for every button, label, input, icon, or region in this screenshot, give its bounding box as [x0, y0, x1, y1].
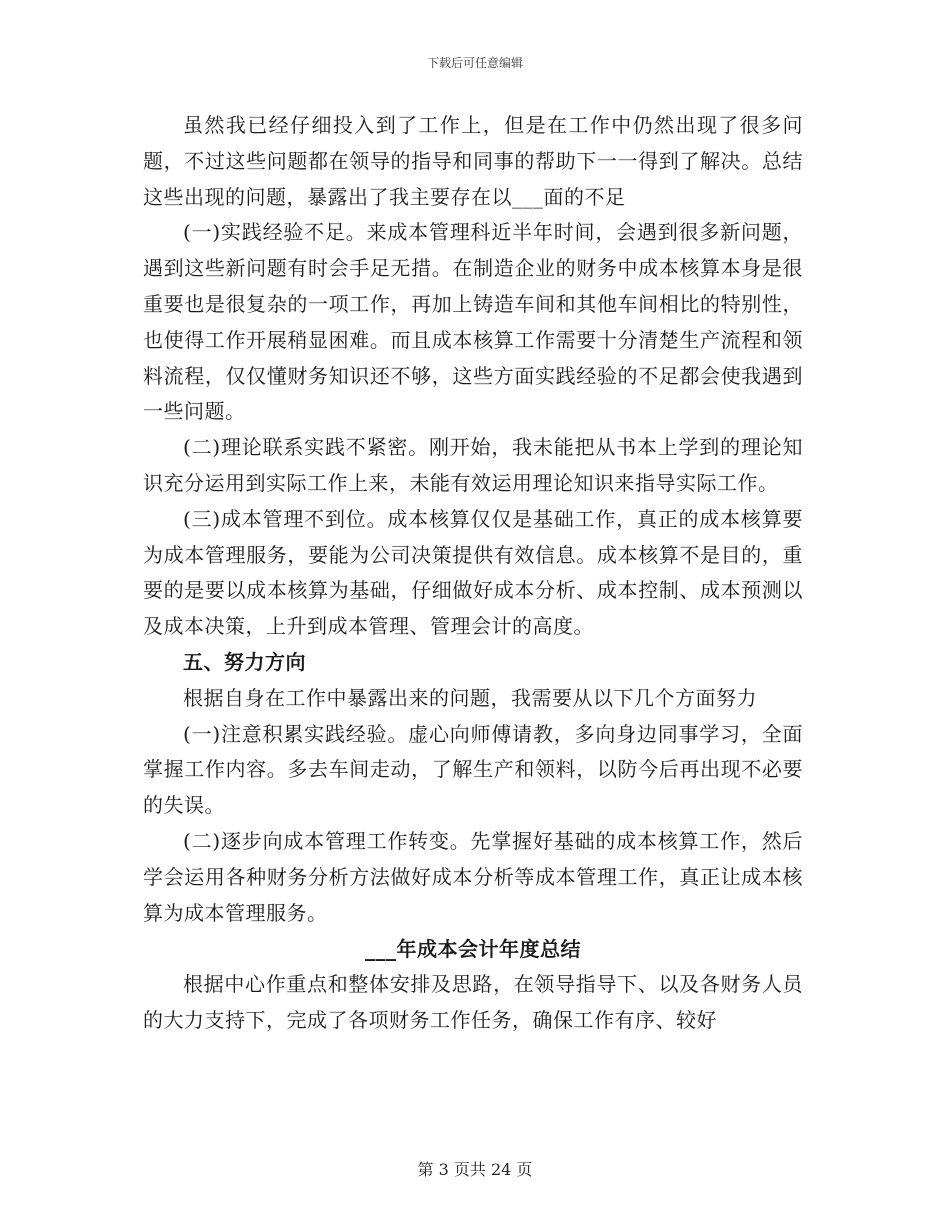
paragraph-problems-intro: 虽然我已经仔细投入到了工作上，但是在工作中仍然出现了很多问题，不过这些问题都在领导的指导和同事的帮助下一一得到了解决。总结这些出现的问题，暴露出了我主要存在以___面的不足: [143, 113, 803, 209]
paragraph-direction-intro: 根据自身在工作中暴露出来的问题，我需要从以下几个方面努力: [183, 685, 757, 710]
paragraph-shift-to-management: (二)逐步向成本管理工作转变。先掌握好基础的成本核算工作，然后学会运用各种财务分析方法做好成本分析等成本管理工作，真正让成本核算为成本管理服务。: [143, 828, 803, 925]
paragraph-theory-practice: (二)理论联系实践不紧密。刚开始，我未能把从书本上学到的理论知识充分运用到实际工作上来，未能有效运用理论知识来指导实际工作。: [143, 435, 803, 495]
section-heading-direction: 五、努力方向: [183, 649, 306, 674]
section-title-annual-summary: ___年成本会计年度总结: [365, 937, 581, 962]
paragraph-annual-summary-intro: 根据中心作重点和整体安排及思路，在领导指导下、以及各财务人员的大力支持下，完成了各项财务工作任务，确保工作有序、较好: [143, 972, 803, 1033]
paragraph-lack-experience: (一)实践经验不足。来成本管理科近半年时间，会遇到很多新问题，遇到这些新问题有时会手足无措。在制造企业的财务中成本核算本身是很重要也是很复杂的一项工作，再加上铸造车间和其他车间相比的特别性，也使得工作开展稍显困难。而且成本核算工作需要十分清楚生产流程和领料流程，仅仅懂财务知识还不够，这些方面实践经验的不足都会使我遇到一些问题。: [143, 220, 803, 424]
page-number: 第 3 页共 24 页: [417, 1160, 533, 1179]
paragraph-accumulate-experience: (一)注意积累实践经验。虚心向师傅请教，多向身边同事学习，全面掌握工作内容。多去车间走动，了解生产和领料，以防今后再出现不必要的失误。: [143, 721, 803, 818]
paragraph-cost-management: (三)成本管理不到位。成本核算仅仅是基础工作，真正的成本核算要为成本管理服务，要能为公司决策提供有效信息。成本核算不是目的，重要的是要以成本核算为基础，仔细做好成本分析、成本控制、成本预测以及成本决策，上升到成本管理、管理会计的高度。: [143, 506, 803, 639]
document-body: [143, 108, 803, 1039]
page-header: 下载后可任意编辑: [426, 56, 523, 70]
